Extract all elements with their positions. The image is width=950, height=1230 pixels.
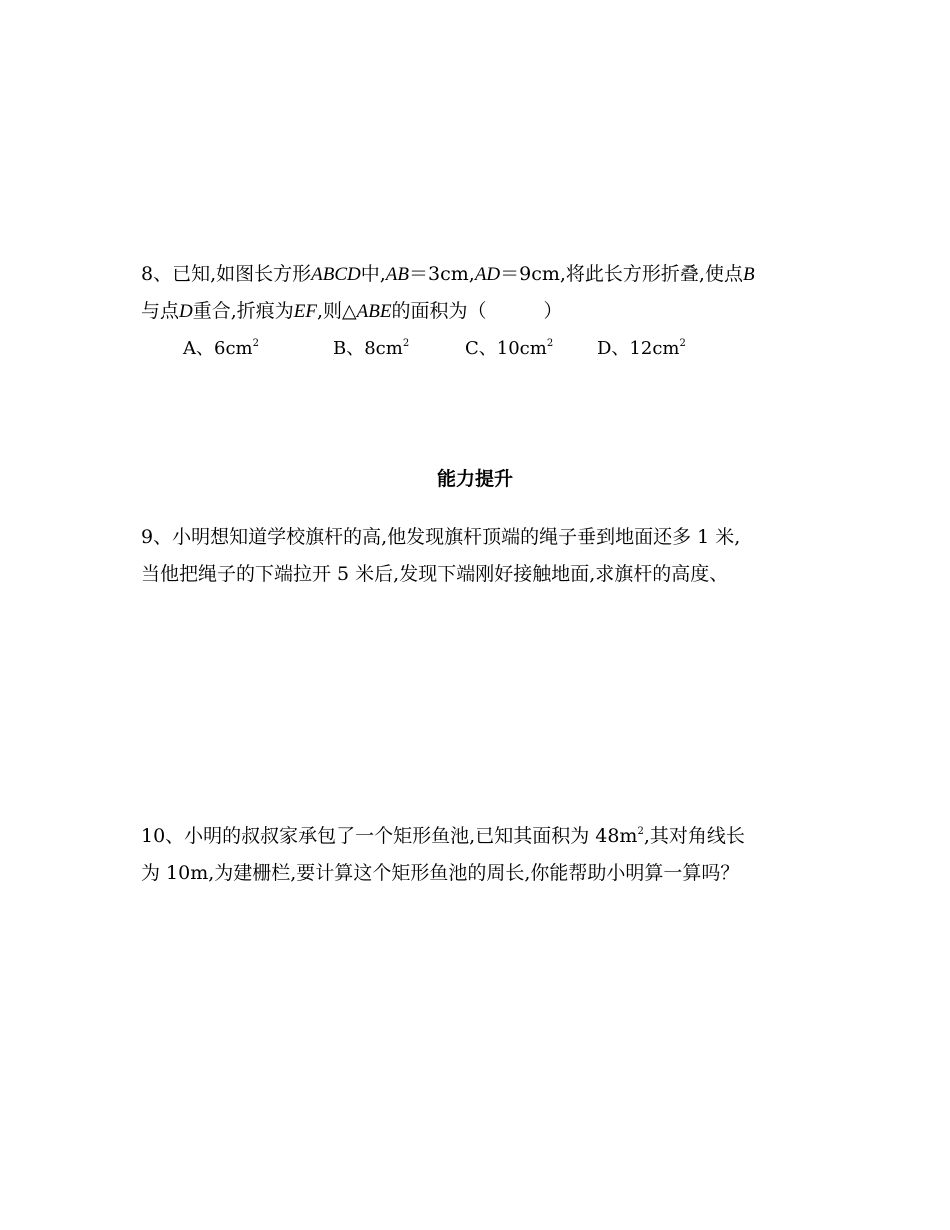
q8-option-c: C、$10cm^2$ — [465, 338, 554, 359]
q8-option-b: B、$8cm^2$ — [333, 338, 410, 359]
q9-line-1: 9、小明想知道学校旗杆的高,他发现旗杆顶端的绳子垂到地面还多 1 米, — [141, 526, 741, 548]
var-abcd: ABCD — [311, 264, 361, 285]
q10-line-1: 10、小明的叔叔家承包了一个矩形鱼池,已知其面积为 $48m^2$,其对角线长 — [141, 825, 745, 847]
q8-option-a: A、$6cm^2$ — [183, 338, 259, 359]
q8-text: ＝9cm,将此长方形折叠,使点 — [500, 263, 743, 285]
section-title: 能力提升 — [436, 468, 513, 490]
q9-line-2: 当他把绳子的下端拉开 5 米后,发现下端刚好接触地面,求旗杆的高度、 — [141, 563, 729, 585]
q8-line-1 — [141, 262, 755, 287]
q8-text: 与点 — [141, 300, 180, 322]
var-ef: EF — [293, 301, 318, 322]
q8-text: ＝3cm, — [409, 263, 475, 285]
var-ad: AD — [474, 264, 501, 285]
q8-text: 重合,折痕为 — [192, 300, 294, 322]
q8-text: 的面积为（ ） — [391, 300, 563, 322]
q8-text: 中, — [360, 263, 386, 285]
q8-text: ,则△ — [317, 300, 357, 322]
var-ab: AB — [385, 264, 410, 285]
var-d: D — [179, 301, 193, 322]
q8-option-d: D、$12cm^2$ — [597, 338, 686, 359]
q8-text: 8、已知,如图长方形 — [141, 263, 312, 285]
var-abe: ABE — [356, 301, 392, 322]
q8-line-2 — [141, 299, 563, 324]
var-b: B — [742, 264, 755, 285]
q10-line-2: 为 10m,为建栅栏,要计算这个矩形鱼池的周长,你能帮助小明算一算吗？ — [141, 862, 740, 884]
